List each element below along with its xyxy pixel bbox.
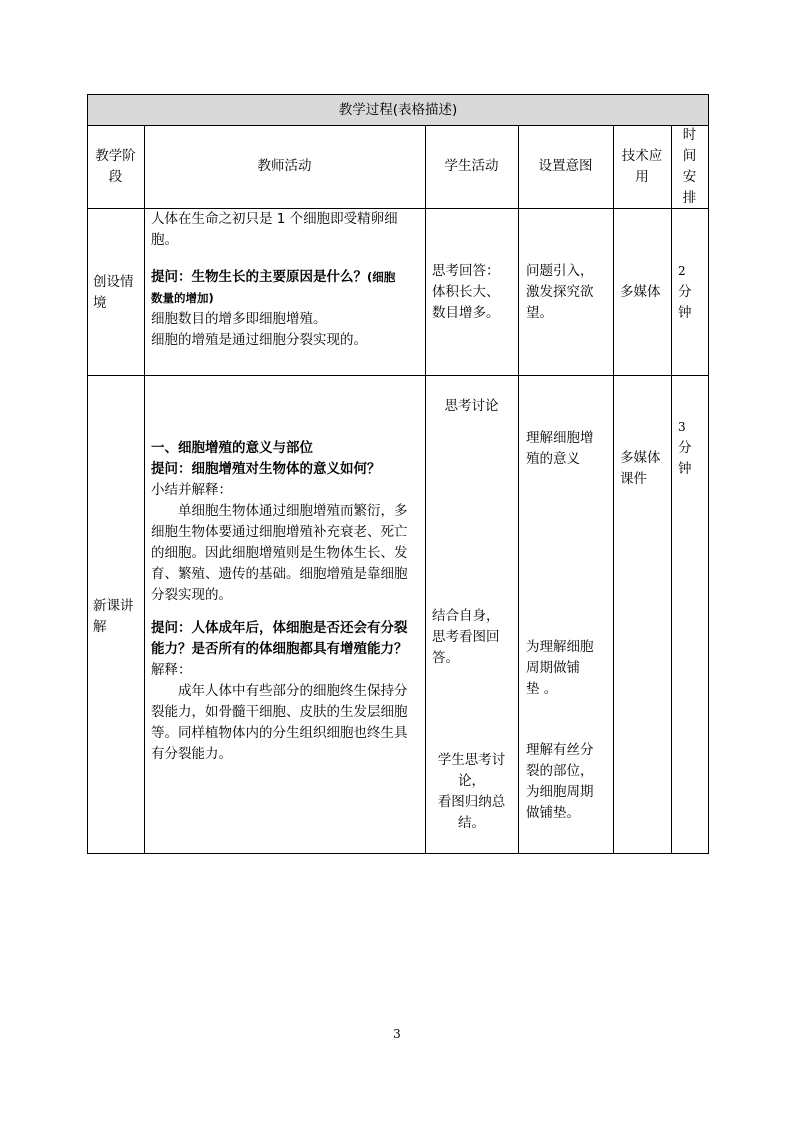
question-1: 提问：细胞增殖对生物体的意义如何？ [151,461,381,477]
row1-question: 提问：生物生长的主要原因是什么？ [151,269,367,285]
table-border-bottom [87,853,709,854]
column-divider [613,125,614,854]
row1-student-activity: 思考回答： 体积长大、 数目增多。 [432,263,500,321]
row2-tech-application: 多媒体 课件 [620,450,661,487]
table-rule [87,125,709,126]
row2-student-activity-1: 思考讨论 [444,398,499,414]
table-rule [87,375,709,376]
row1-teacher-activity: 人体在生命之初只是 1 个细胞即受精卵细 胞。 提问：生物生长的主要原因是什么？(细胞 数量的增加) 细胞数目的增多即细胞增殖。 细胞的增殖是通过细胞分裂实现的。 [151,211,398,348]
row2-student-activity-3: 学生思考讨 论， 看图归纳总 结。 [437,752,506,831]
header-time: 时 间 安 排 [682,127,697,206]
table-border-right [708,94,709,854]
row1-tech-application: 多媒体 [620,284,661,300]
question-2: 提问：人体成年后，体细胞是否还会有分裂 [151,620,408,636]
row2-stage: 新课讲 解 [93,598,134,635]
column-divider [144,125,145,854]
header-student-activity: 学生活动 [444,158,499,174]
row1-time: 2 分 钟 [678,264,692,321]
row2-student-activity-2: 结合自身， 思考看图回 答。 [432,608,500,666]
page-number: 3 [393,1027,401,1041]
table-title: 教学过程(表格描述) [338,102,458,118]
teaching-process-table [87,94,709,854]
header-stage: 教学阶 段 [95,148,136,185]
header-design-intent: 设置意图 [538,158,593,174]
row1-design-intent: 问题引入， 激发探究欲 望。 [526,263,594,321]
row2-time: 3 分 钟 [678,420,692,477]
table-border-left [87,94,88,854]
column-divider [425,125,426,854]
column-divider [518,125,519,854]
table-border-top [87,94,709,95]
column-divider [671,125,672,854]
row2-design-intent-1: 理解细胞增 殖的意义 [526,430,594,467]
section-heading: 一、细胞增殖的意义与部位 [151,440,313,456]
row2-design-intent-2: 为理解细胞 周期做铺 垫 。 [526,639,594,697]
row2-teacher-activity: 一、细胞增殖的意义与部位 提问：细胞增殖对生物体的意义如何？ 小结并解释： 单细胞生物体通过细胞增殖而繁衍，多 细胞生物体要通过细胞增殖补充衰老、死亡 的细胞。因此细胞增殖则是生物体生长、发 育、繁殖、遗传的基础。细胞增殖是靠细胞 分裂实现的。 提问：人体成年后，体细胞是否还会有分裂 能力？是否所有的体细胞都具有增殖能力？ 解释： 成年人体中有些部分的细胞终生保持分 裂能力，如骨髓干细胞、皮肤的生发层细胞 等。同样植物体内的分生组织细胞也终生具 有分裂能力。 [151,438,423,765]
row1-stage: 创设情 境 [93,274,134,311]
header-teacher-activity: 教师活动 [257,158,312,174]
row2-design-intent-3: 理解有丝分 裂的部位， 为细胞周期 做铺垫。 [526,742,594,821]
header-tech-application: 技术应 用 [621,148,663,185]
